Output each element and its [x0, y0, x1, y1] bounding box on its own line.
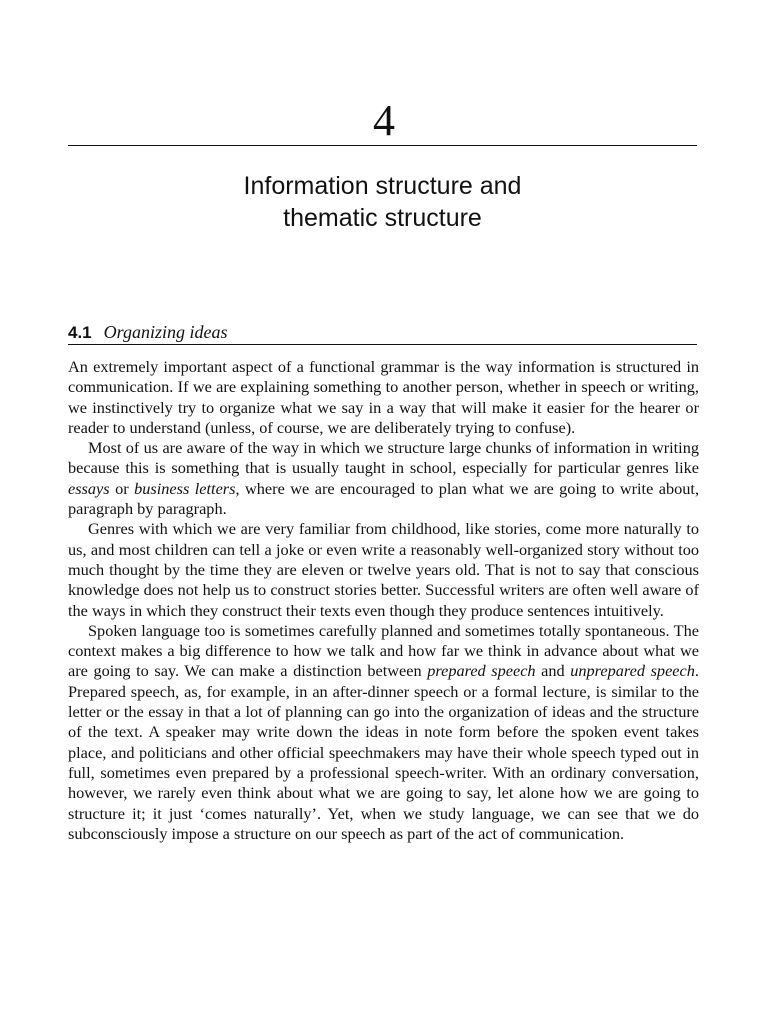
paragraph-4-text-end: . Prepared speech, as, for example, in an after-dinner speech or a formal lecture, is similar to the letter or the essay in that a lot of planning can go into the organization of ideas and the structure of the text. A speaker may write down the ideas in note form before the spoken event takes place, and politicians and other official speechmakers may have their whole speech typed out in full, sometimes even prepared by a professional speech-writer. With an ordinary conversation, however, we rarely even think about what we are going to say, let alone how we are going to structure it; it just ‘comes naturally’. Yet, when we study language, we can see that we do subconsciously impose a structure on our speech as part of the act of communication. — [68, 661, 699, 843]
section-title: Organizing ideas — [103, 322, 228, 342]
paragraph-2-text-end: , where we are encouraged to plan what we are going to write about, paragraph by paragraph. — [68, 478, 700, 519]
chapter-title-line-2: thematic structure — [283, 204, 482, 232]
section-heading — [68, 318, 697, 342]
section-divider — [68, 344, 697, 345]
section-number: 4.1 — [68, 323, 92, 342]
term-prepared-speech: prepared speech — [427, 661, 536, 681]
paragraph-4-text-start: Spoken language too is sometimes carefully planned and sometimes totally spontaneous. The context makes a big difference to how we talk and how far we think in advance about what we are going to say. We can make a distinction between — [68, 620, 699, 681]
chapter-title-line-1: Information structure and — [243, 172, 522, 200]
paragraph-2-text-start: Most of us are aware of the way in which we structure large chunks of information in writing because this is something that is usually taught in school, especially for particular genres like — [68, 438, 699, 478]
chapter-number: 4 — [373, 96, 395, 145]
term-business-letters: business letters — [134, 478, 236, 498]
paragraph-4-text-mid: and — [535, 661, 571, 681]
chapter-title — [68, 170, 697, 234]
paragraph-1: An extremely important aspect of a functional grammar is the way information is structured in communication. If we are explaining something to another person, whether in speech or writing, we instinctively try to organize what we say in a way that will make it easier for the hearer or reader to understand (unless, of course, we are deliberately trying to confuse). — [68, 357, 699, 437]
paragraph-2-text-mid: or — [109, 478, 135, 498]
term-unprepared-speech: unprepared speech — [570, 661, 695, 681]
paragraph-2 — [68, 438, 699, 519]
term-essays: essays — [68, 478, 110, 498]
paragraph-3: Genres with which we are very familiar from childhood, like stories, come more naturally to us, and most children can tell a joke or even write a reasonably well-organized story without too much thought by the time they are eleven or twelve years old. That is not to say that conscious knowledge does not help us to construct stories better. Successful writers are often well aware of the ways in which they construct their texts even though they produce sentences intuitively. — [68, 519, 699, 620]
paragraph-4 — [68, 621, 699, 844]
body-text — [68, 357, 699, 844]
chapter-divider — [68, 145, 697, 146]
